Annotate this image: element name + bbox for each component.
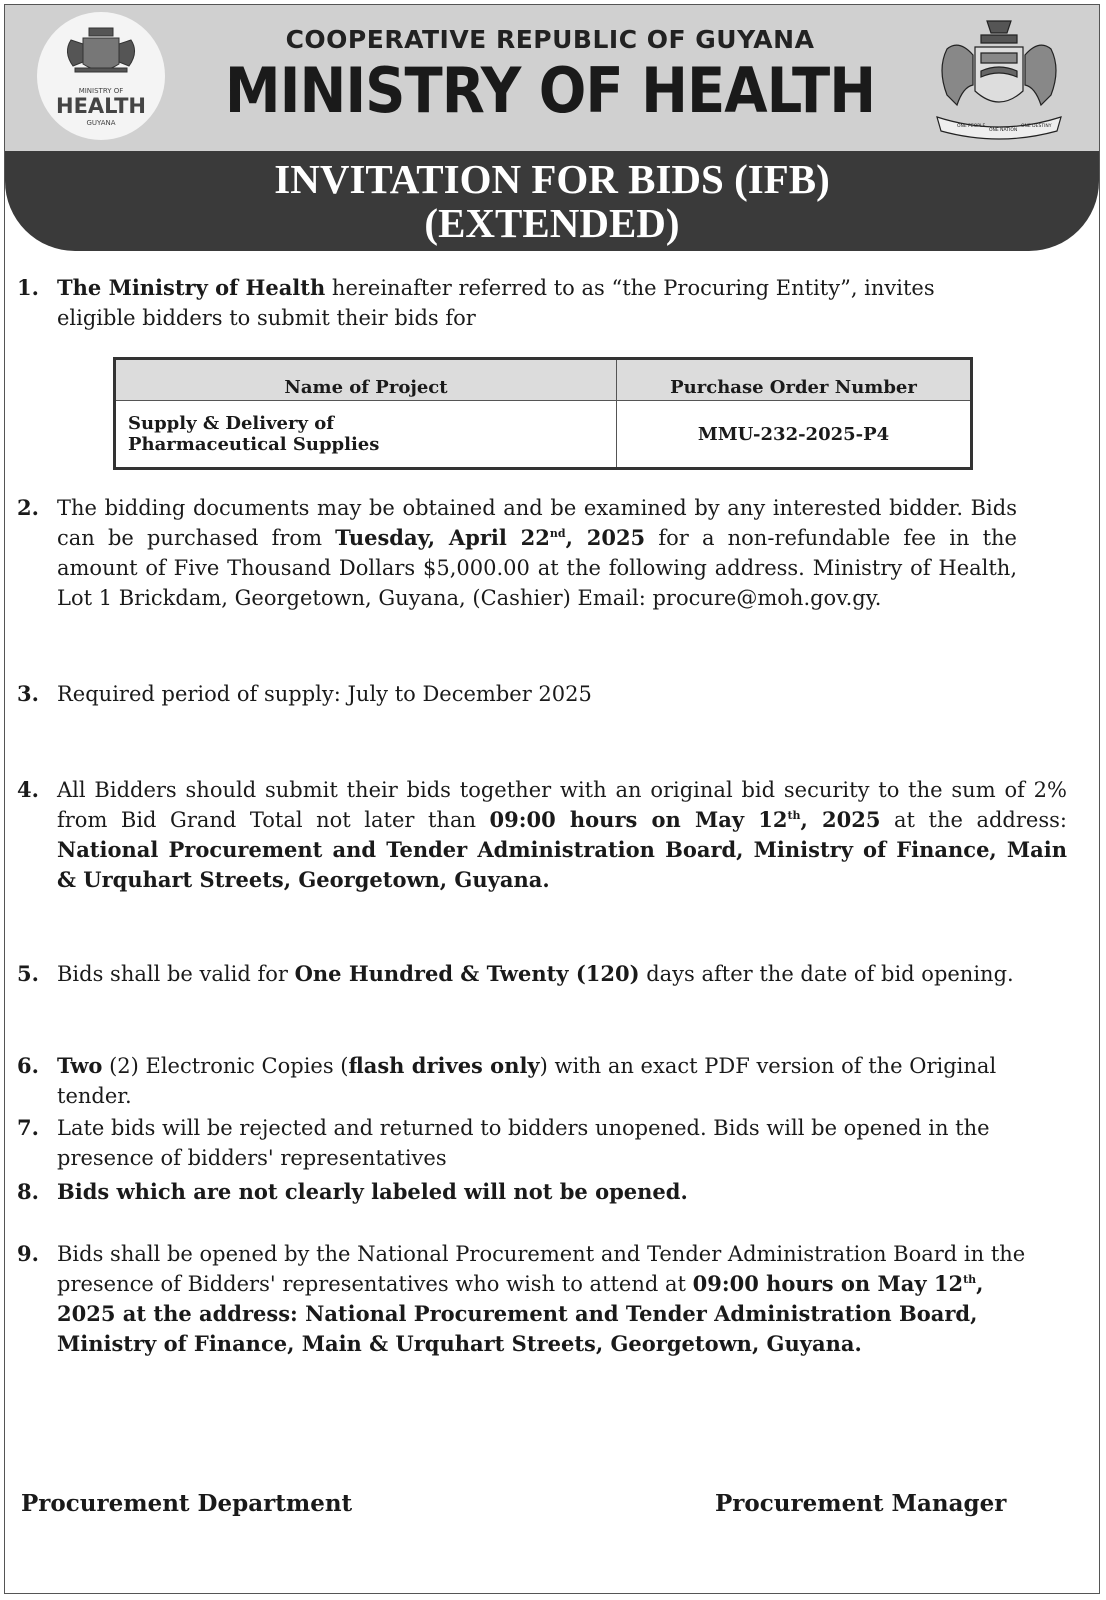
project-name-line: Supply & Delivery of	[128, 413, 334, 434]
bid-project-table	[113, 357, 973, 470]
opening-address: , 2025 at the address: National Procurement and Tender Administration Board, Ministry of Finance, Main & Urquhart Streets, Georgetown, Guyana.	[57, 1271, 984, 1356]
table-row	[115, 401, 972, 469]
copies-count: Two	[57, 1053, 103, 1078]
svg-text:ONE NATION: ONE NATION	[989, 128, 1018, 133]
item-text: Bids shall be valid for	[57, 962, 295, 986]
copy-medium: flash drives only	[348, 1053, 540, 1078]
item-number: 9.	[17, 1241, 39, 1266]
po-number-cell: MMU-232-2025-P4	[617, 401, 972, 469]
item-text: Late bids will be rejected and returned to bidders unopened. Bids will be opened in the presence of bidders' representatives	[57, 1116, 990, 1170]
item-number: 6.	[17, 1053, 39, 1078]
date-suffix: nd	[549, 527, 566, 540]
item-4	[17, 775, 1067, 895]
project-name-line: Pharmaceutical Supplies	[128, 434, 380, 455]
svg-text:MINISTRY OF: MINISTRY OF	[78, 87, 124, 95]
item-number: 4.	[17, 777, 39, 802]
date-suffix: th	[787, 809, 801, 822]
table-header-project: Name of Project	[115, 359, 617, 401]
svg-text:ONE PEOPLE: ONE PEOPLE	[957, 124, 986, 129]
item-1	[17, 273, 1017, 333]
item-7	[17, 1113, 1067, 1173]
country-name: COOPERATIVE REPUBLIC OF GUYANA	[285, 25, 815, 54]
item-text: (2) Electronic Copies (	[102, 1054, 349, 1078]
item-8	[17, 1177, 1067, 1207]
item-3	[17, 679, 1017, 709]
project-name-cell	[115, 401, 617, 469]
svg-text:ONE DESTINY: ONE DESTINY	[1021, 124, 1052, 129]
header-band	[5, 5, 1099, 151]
item-text: Bids shall be opened by the National Procurement and Tender Administration Board in the presence of Bidders' representatives who wish to attend at	[57, 1242, 1026, 1296]
item-text: for a non-refundable fee in the amount of Five Thousand Dollars $5,000.00 at the following address. Ministry of Health, Lot 1 Brickdam, Georgetown, Guyana, (Cashier) Email: procure@moh.gov.gy.	[57, 526, 1017, 610]
submission-year: , 2025	[800, 807, 881, 832]
guyana-coat-of-arms	[929, 13, 1069, 143]
item-text: ) with an exact PDF version of the Original tender.	[57, 1054, 997, 1108]
item-9	[17, 1239, 1047, 1359]
date-suffix: th	[963, 1273, 977, 1286]
item-number: 8.	[17, 1179, 39, 1204]
item-number: 5.	[17, 961, 39, 986]
purchase-date: Tuesday, April 22	[335, 525, 550, 550]
footer-manager: Procurement Manager	[715, 1490, 1007, 1517]
item-number: 7.	[17, 1115, 39, 1140]
submission-deadline: 09:00 hours on May 12	[489, 807, 788, 832]
title-banner-text	[5, 157, 1099, 245]
ministry-title: MINISTRY OF HEALTH	[224, 55, 876, 128]
item-text: days after the date of bid opening.	[639, 962, 1014, 986]
ifb-subtitle: (EXTENDED)	[424, 200, 680, 246]
notice-frame	[4, 4, 1100, 1594]
item-text: All Bidders should submit their bids together with an original bid security to the sum of 2% from Bid Grand Total not later than	[57, 778, 1067, 832]
opening-time: 09:00 hours on May 12	[692, 1271, 964, 1296]
item-text: hereinafter referred to as “the Procuring Entity”, invites eligible bidders to submit their bids for	[57, 276, 935, 330]
item-text: Required period of supply: July to December 2025	[57, 682, 592, 706]
item-text: The bidding documents may be obtained and be examined by any interested bidder. Bids can be purchased from	[57, 496, 1017, 550]
ministry-health-logo	[31, 10, 171, 142]
labeling-warning: Bids which are not clearly labeled will not be opened.	[57, 1179, 688, 1204]
procuring-entity-name: The Ministry of Health	[57, 275, 326, 300]
item-number: 3.	[17, 681, 39, 706]
ifb-title: INVITATION FOR BIDS (IFB)	[274, 156, 830, 202]
submission-address: National Procurement and Tender Administration Board, Ministry of Finance, Main & Urquhart Streets, Georgetown, Guyana.	[57, 837, 1067, 892]
item-6	[17, 1051, 1067, 1111]
svg-text:HEALTH: HEALTH	[56, 94, 146, 118]
table-header-po: Purchase Order Number	[617, 359, 972, 401]
item-text: at the address:	[880, 808, 1067, 832]
item-number: 1.	[17, 275, 39, 300]
svg-text:GUYANA: GUYANA	[86, 119, 116, 127]
item-5	[17, 959, 1067, 989]
purchase-year: , 2025	[565, 525, 646, 550]
validity-period: One Hundred & Twenty (120)	[294, 961, 640, 986]
item-number: 2.	[17, 495, 39, 520]
item-2	[17, 493, 1017, 613]
footer-department: Procurement Department	[21, 1490, 353, 1517]
